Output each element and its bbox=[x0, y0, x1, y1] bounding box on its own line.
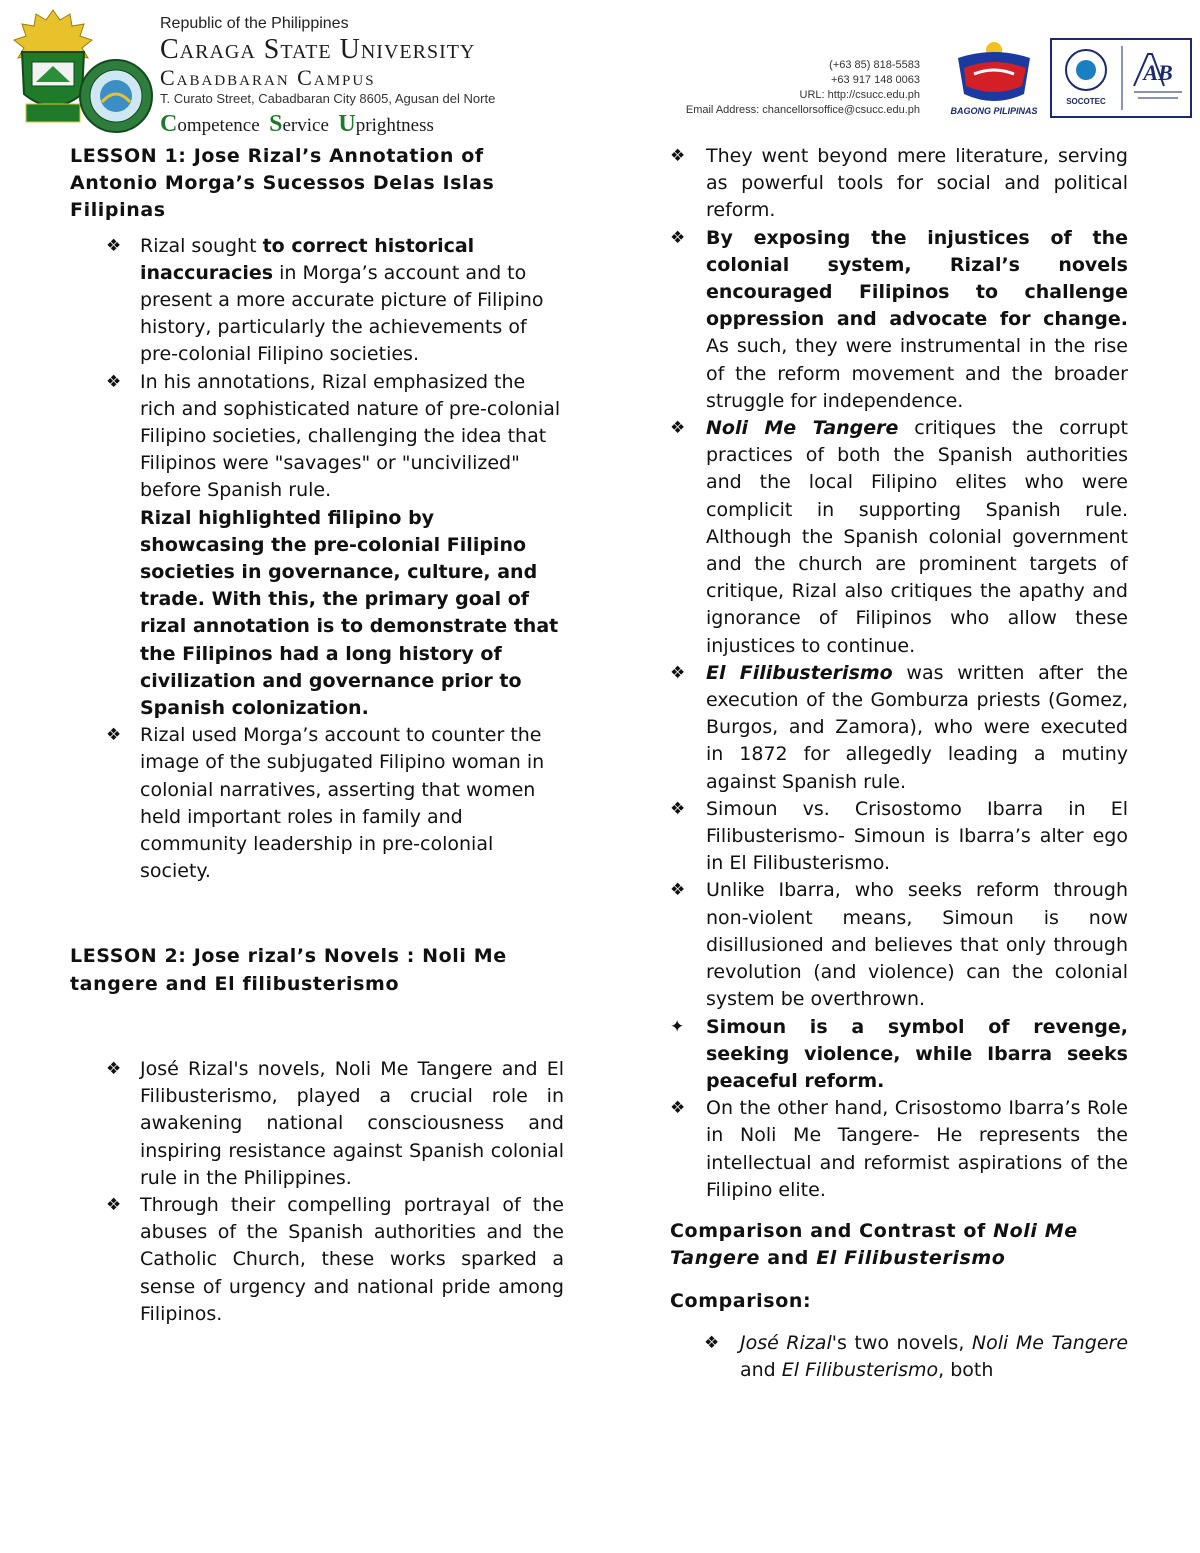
list-item: ❖ On the other hand, Crisostomo Ibarra’s Role in Noli Me Tangere- He represents the intellectual and reformist aspirations of the Filipino elite. bbox=[670, 1097, 1128, 1201]
certification-logos-icon bbox=[1052, 40, 1190, 116]
certification-badges bbox=[1050, 38, 1192, 118]
lesson1-highlight: Rizal highlighted filipino by showcasing the pre-colonial Filipino societies in governance, culture, and trade. With this, the primary goal of rizal annotation is to demonstrate that the Filipinos had a long history of civilization and governance prior to Spanish colonization. bbox=[140, 506, 559, 720]
bagong-pilipinas-text: BAGONG PILIPINAS bbox=[950, 106, 1038, 116]
list-item: ❖ El Filibusterismo was written after the execution of the Gomburza priests (Gomez, Burgos, and Zamora), who were executed in 1872 for allegedly leading a mutiny against Spanish rule. bbox=[670, 661, 1128, 793]
list-item: ❖ José Rizal's novels, Noli Me Tangere and El Filibusterismo, played a crucial role in awakening national consciousness and inspiring resistance against Spanish colonial rule in the Philippines. bbox=[106, 1057, 564, 1189]
list-item: ✦ Simoun is a symbol of revenge, seeking violence, while Ibarra seeks peaceful reform. bbox=[670, 1015, 1128, 1092]
left-column bbox=[70, 143, 564, 1328]
list-item: ❖ José Rizal's two novels, Noli Me Tangere and El Filibusterismo, both bbox=[704, 1331, 1129, 1381]
contact-phone-2: +63 917 148 0063 bbox=[830, 74, 920, 86]
university-name: Caraga State University bbox=[160, 34, 476, 65]
diamond-bullet-icon: ❖ bbox=[704, 1332, 720, 1353]
diamond-bullet-icon: ❖ bbox=[670, 146, 686, 166]
motto-rest-3: prightness bbox=[355, 115, 434, 136]
diamond-bullet-icon: ❖ bbox=[670, 798, 686, 819]
solid-diamond-bullet-icon: ✦ bbox=[670, 1016, 685, 1037]
lesson2-bullets bbox=[70, 1056, 564, 1328]
diamond-bullet-icon: ❖ bbox=[106, 1058, 122, 1079]
bagong-pilipinas-logo bbox=[944, 38, 1044, 118]
motto-cap-2: S bbox=[269, 111, 283, 137]
diamond-bullet-icon: ❖ bbox=[670, 418, 686, 439]
motto-rest-2: ervice bbox=[282, 115, 329, 136]
socotec-text: SOCOTEC bbox=[1066, 97, 1106, 106]
comparison-label: Comparison: bbox=[670, 1290, 812, 1313]
motto-cap-3: U bbox=[338, 111, 356, 137]
contact-phone-1: (+63 85) 818-5583 bbox=[829, 59, 920, 71]
page-header bbox=[0, 0, 1200, 140]
contact-url: URL: http://csucc.edu.ph bbox=[799, 89, 920, 101]
contact-info bbox=[620, 58, 920, 118]
list-item: ❖ Through their compelling portrayal of the abuses of the Spanish authorities and the Catholic Church, these works sparked a sense of urgency and national pride among Filipinos. bbox=[106, 1193, 564, 1325]
comparison-bullets bbox=[670, 1330, 1128, 1384]
campus-name: Cabadbaran Campus bbox=[160, 65, 376, 90]
diamond-bullet-icon: ❖ bbox=[106, 235, 122, 256]
list-item: ❖ By exposing the injustices of the colonial system, Rizal’s novels encouraged Filipinos to challenge oppression and advocate for change. As such, they were instrumental in the rise of the reform movement and the broader struggle for independence. bbox=[670, 226, 1128, 412]
list-item: ❖ In his annotations, Rizal emphasized the rich and sophisticated nature of pre-colonial Filipino societies, challenging the idea that Filipinos were "savages" or "uncivilized" before Spanish rule. Rizal highlighted filipino by showcasing the pre-colonial Filipino societies in governance, culture, and trade. With this, the primary goal of rizal annotation is to demonstrate that the Filipinos had a long history of civilization and governance prior to Spanish colonization. bbox=[106, 370, 561, 720]
lesson2-title: LESSON 2: Jose rizal’s Novels : Noli Me tangere and El filibusterismo bbox=[70, 945, 507, 995]
diamond-bullet-icon: ❖ bbox=[106, 1194, 122, 1215]
right-column bbox=[670, 143, 1128, 1384]
diamond-bullet-icon: ❖ bbox=[670, 880, 686, 901]
list-item: ❖ They went beyond mere literature, serving as powerful tools for social and political reform. bbox=[670, 145, 1128, 222]
lesson1-title: LESSON 1: Jose Rizal’s Annotation of Antonio Morga’s Sucessos Delas Islas Filipinas bbox=[70, 145, 495, 222]
comparison-contrast-title: Comparison and Contrast of Noli Me Tangere and El Filibusterismo bbox=[670, 1219, 1078, 1270]
campus-address: T. Curato Street, Cabadbaran City 8605, Agusan del Norte bbox=[160, 91, 496, 106]
lesson1-bullets bbox=[70, 233, 564, 886]
contact-email: Email Address: chancellorsoffice@csucc.edu.ph bbox=[685, 104, 920, 116]
list-item: ❖ Rizal used Morga’s account to counter the image of the subjugated Filipino woman in colonial narratives, asserting that women held important roles in family and community leadership in pre-colonial society. bbox=[106, 724, 545, 883]
diamond-bullet-icon: ❖ bbox=[106, 725, 122, 746]
university-motto bbox=[160, 112, 620, 138]
diamond-bullet-icon: ❖ bbox=[106, 371, 122, 392]
novels-bullets bbox=[670, 143, 1128, 1204]
list-item: ❖ Noli Me Tangere critiques the corrupt practices of both the Spanish authorities and the local Filipino elites who were complicit in supporting Spanish rule. Although the Spanish colonial government and the church are prominent targets of critique, Rizal also critiques the apathy and ignorance of Filipinos who allow these injustices to continue. bbox=[670, 417, 1128, 657]
campus-seal-logo bbox=[78, 58, 154, 134]
motto-cap-1: C bbox=[160, 111, 178, 137]
diamond-bullet-icon: ❖ bbox=[670, 227, 686, 248]
list-item: ❖ Rizal sought to correct historical inaccuracies in Morga’s account and to present a more accurate picture of Filipino history, particularly the achievements of pre-colonial Filipino societies. bbox=[106, 234, 544, 366]
diamond-bullet-icon: ❖ bbox=[670, 1098, 686, 1119]
list-item: ❖ Simoun vs. Crisostomo Ibarra in El Filibusterismo- Simoun is Ibarra’s alter ego in El Filibusterismo. bbox=[670, 797, 1128, 875]
ab-text: AB bbox=[1143, 60, 1173, 85]
diamond-bullet-icon: ❖ bbox=[670, 662, 686, 683]
motto-rest-1: ompetence bbox=[177, 115, 260, 136]
university-header-text bbox=[160, 14, 620, 138]
list-item: ❖ Unlike Ibarra, who seeks reform through non-violent means, Simoun is now disillusioned and believes that only through revolution (and violence) can the colonial system be overthrown. bbox=[670, 879, 1128, 1011]
republic-line: Republic of the Philippines bbox=[160, 15, 349, 32]
